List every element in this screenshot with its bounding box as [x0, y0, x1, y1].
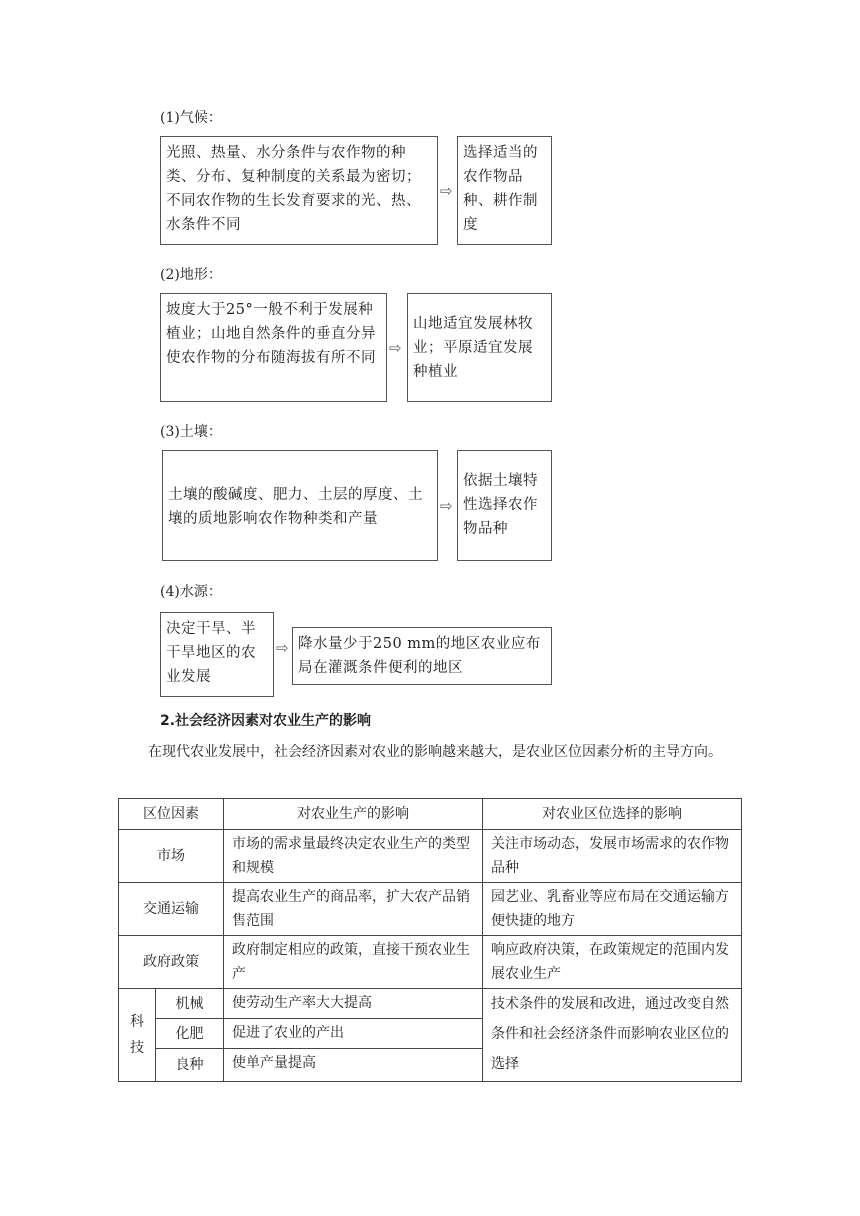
arrow-right-icon: ⇨ [440, 497, 453, 515]
table-row [119, 936, 742, 989]
social-economic-factors-table [118, 798, 742, 1082]
soil-result-box [457, 450, 552, 561]
tech-group-label: 科技 [130, 1014, 144, 1056]
header-production: 对农业生产的影响 [224, 799, 483, 830]
tech-item-name: 良种 [156, 1049, 224, 1082]
location-cell: 技术条件的发展和改进，通过改变自然条件和社会经济条件而影响农业区位的选择 [483, 989, 742, 1082]
climate-condition-box [160, 136, 438, 245]
climate-result-box [457, 136, 552, 245]
terrain-condition-box [160, 293, 387, 402]
soil-condition-box [162, 450, 438, 561]
soil-condition-text: 土壤的酸碱度、肥力、土层的厚度、土壤的质地影响农作物种类和产量 [168, 487, 423, 527]
section-heading-climate: (1)气候： [160, 110, 222, 126]
header-factor: 区位因素 [119, 799, 224, 830]
production-cell: 使单产量提高 [224, 1049, 483, 1082]
production-cell: 市场的需求量最终决定农业生产的类型和规模 [224, 830, 483, 883]
section2-title: 2.社会经济因素对农业生产的影响 [160, 713, 372, 729]
factor-cell: 市场 [119, 830, 224, 883]
tech-item-name: 化肥 [156, 1019, 224, 1049]
location-cell: 响应政府决策，在政策规定的范围内发展农业生产 [483, 936, 742, 989]
arrow-right-icon: ⇨ [389, 339, 402, 357]
location-cell: 园艺业、乳畜业等应布局在交通运输方便快捷的地方 [483, 883, 742, 936]
soil-result-text: 依据土壤特性选择农作物品种 [463, 473, 538, 537]
table-header-row [119, 799, 742, 830]
water-condition-box [160, 612, 274, 697]
tech-item-name: 机械 [156, 989, 224, 1019]
table-row [119, 883, 742, 936]
section-heading-terrain: (2)地形： [160, 267, 222, 283]
production-cell: 政府制定相应的政策，直接干预农业生产 [224, 936, 483, 989]
location-cell: 关注市场动态，发展市场需求的农作物品种 [483, 830, 742, 883]
production-cell: 使劳动生产率大大提高 [224, 989, 483, 1019]
arrow-right-icon: ⇨ [276, 639, 289, 657]
section-heading-soil: (3)土壤： [160, 424, 222, 440]
climate-condition-text: 光照、热量、水分条件与农作物的种类、分布、复种制度的关系最为密切；不同农作物的生长发育要求的光、热、水条件不同 [166, 145, 421, 233]
factor-cell: 政府政策 [119, 936, 224, 989]
production-cell: 促进了农业的产出 [224, 1019, 483, 1049]
arrow-right-icon: ⇨ [440, 182, 453, 200]
section2-paragraph: 在现代农业发展中，社会经济因素对农业的影响越来越大，是农业区位因素分析的主导方向。 [148, 744, 722, 760]
section-heading-water: (4)水源： [160, 584, 222, 600]
tech-group-cell [119, 989, 156, 1082]
water-result-box [292, 627, 552, 685]
water-result-text: 降水量少于250 mm的地区农业应布局在灌溉条件便利的地区 [298, 636, 541, 676]
table-row [119, 830, 742, 883]
terrain-result-text: 山地适宜发展林牧业；平原适宜发展种植业 [413, 316, 533, 380]
water-condition-text: 决定干旱、半干旱地区的农业发展 [166, 621, 256, 685]
terrain-result-box [407, 293, 552, 402]
climate-result-text: 选择适当的农作物品种、耕作制度 [463, 145, 538, 233]
factor-cell: 交通运输 [119, 883, 224, 936]
header-location: 对农业区位选择的影响 [483, 799, 742, 830]
production-cell: 提高农业生产的商品率，扩大农产品销售范围 [224, 883, 483, 936]
table-row [119, 989, 742, 1019]
terrain-condition-text: 坡度大于25°一般不利于发展种植业；山地自然条件的垂直分异使农作物的分布随海拔有所不同 [166, 302, 376, 366]
